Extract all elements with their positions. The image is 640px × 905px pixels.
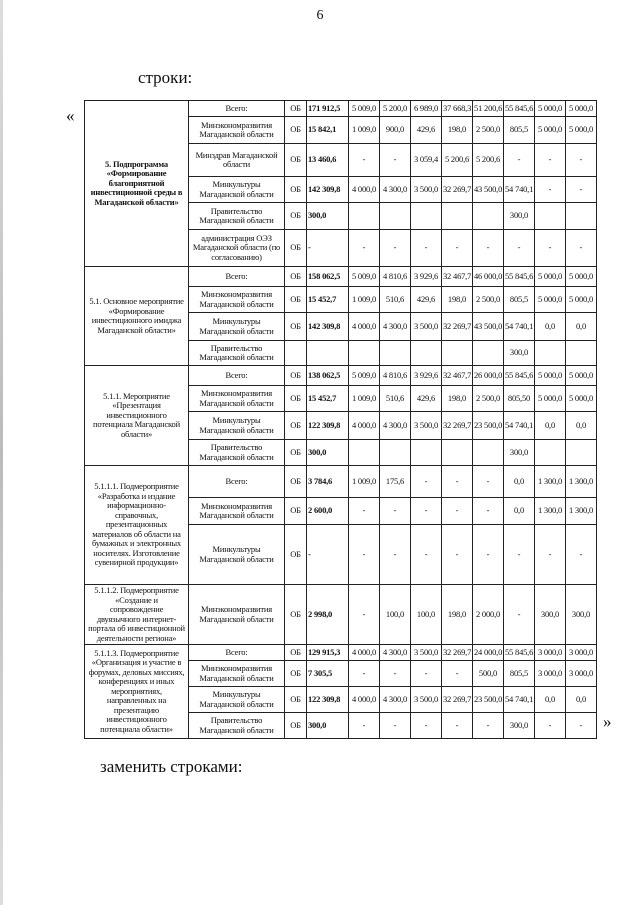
total-cell: 7 305,5 xyxy=(307,661,349,687)
funding-source-cell: ОБ xyxy=(285,117,307,144)
year-value-cell: - xyxy=(349,585,380,645)
year-value-cell: 51 200,6 xyxy=(473,101,504,117)
executor-cell: Всего: xyxy=(189,645,285,661)
year-value-cell: 175,6 xyxy=(380,466,411,498)
executor-cell: Минэкономразвития Магаданской области xyxy=(189,117,285,144)
executor-cell: Минкультуры Магаданской области xyxy=(189,313,285,341)
year-value-cell: 0,0 xyxy=(535,412,566,440)
year-value-cell: 3 000,0 xyxy=(566,661,597,687)
year-value-cell: 4 000,0 xyxy=(349,412,380,440)
executor-cell: Минздрав Магаданской области xyxy=(189,144,285,177)
total-cell: 122 309,8 xyxy=(307,412,349,440)
year-value-cell: 510,6 xyxy=(380,386,411,412)
year-value-cell: 300,0 xyxy=(504,440,535,466)
funding-source-cell: ОБ xyxy=(285,287,307,313)
year-value-cell: - xyxy=(535,177,566,203)
year-value-cell: - xyxy=(473,466,504,498)
year-value-cell xyxy=(380,440,411,466)
year-value-cell: 4 300,0 xyxy=(380,645,411,661)
year-value-cell: 55 845,6 xyxy=(504,366,535,386)
year-value-cell: - xyxy=(380,498,411,525)
year-value-cell: 4 000,0 xyxy=(349,177,380,203)
funding-source-cell: ОБ xyxy=(285,203,307,230)
year-value-cell: - xyxy=(411,466,442,498)
year-value-cell: 1 300,0 xyxy=(566,466,597,498)
year-value-cell: 43 500,0 xyxy=(473,177,504,203)
table-row xyxy=(85,645,597,661)
year-value-cell: 0,0 xyxy=(566,313,597,341)
executor-cell: Правительство Магаданской области xyxy=(189,713,285,739)
year-value-cell xyxy=(566,440,597,466)
total-cell: 171 912,5 xyxy=(307,101,349,117)
year-value-cell: - xyxy=(411,661,442,687)
year-value-cell: - xyxy=(504,144,535,177)
program-item-name: 5.1.1.3. Подмероприятие «Организация и участие в форумах, деловых миссиях, конференциях и иных мероприятиях, направленных на презентацию инвестиционного потенциала области» xyxy=(85,645,189,739)
year-value-cell: - xyxy=(535,230,566,267)
year-value-cell: 100,0 xyxy=(411,585,442,645)
year-value-cell: 54 740,1 xyxy=(504,687,535,713)
total-cell: 158 062,5 xyxy=(307,267,349,287)
intro-text: строки: xyxy=(138,68,193,87)
year-value-cell: 0,0 xyxy=(504,498,535,525)
table-row xyxy=(85,267,597,287)
year-value-cell: - xyxy=(349,230,380,267)
year-value-cell: 5 000,0 xyxy=(566,267,597,287)
year-value-cell: 55 845,6 xyxy=(504,645,535,661)
year-value-cell: 55 845,6 xyxy=(504,101,535,117)
year-value-cell: 54 740,1 xyxy=(504,177,535,203)
year-value-cell xyxy=(349,341,380,366)
year-value-cell: 3 000,0 xyxy=(535,645,566,661)
year-value-cell: 4 000,0 xyxy=(349,687,380,713)
funding-source-cell: ОБ xyxy=(285,313,307,341)
funding-source-cell: ОБ xyxy=(285,230,307,267)
year-value-cell: 32 269,7 xyxy=(442,687,473,713)
program-table-body xyxy=(85,101,597,739)
year-value-cell: 2 000,0 xyxy=(473,585,504,645)
year-value-cell xyxy=(566,203,597,230)
executor-cell: Правительство Магаданской области xyxy=(189,440,285,466)
year-value-cell: 5 009,0 xyxy=(349,267,380,287)
total-cell: - xyxy=(307,525,349,585)
year-value-cell: 3 500,0 xyxy=(411,313,442,341)
scan-edge xyxy=(0,0,3,905)
year-value-cell: 3 059,4 xyxy=(411,144,442,177)
year-value-cell: - xyxy=(380,713,411,739)
executor-cell: Всего: xyxy=(189,267,285,287)
program-item-name: 5.1.1. Мероприятие «Презентация инвестиционного потенциала Магаданской области» xyxy=(85,366,189,466)
year-value-cell: - xyxy=(380,144,411,177)
year-value-cell: 0,0 xyxy=(535,313,566,341)
quote-close: » xyxy=(603,712,612,731)
year-value-cell: 5 000,0 xyxy=(535,267,566,287)
executor-cell: Минэкономразвития Магаданской области xyxy=(189,287,285,313)
total-cell: 142 309,8 xyxy=(307,313,349,341)
year-value-cell: - xyxy=(442,466,473,498)
total-cell: 15 452,7 xyxy=(307,287,349,313)
year-value-cell: 1 009,0 xyxy=(349,386,380,412)
executor-cell: Всего: xyxy=(189,366,285,386)
year-value-cell: 300,0 xyxy=(504,341,535,366)
funding-source-cell: ОБ xyxy=(285,687,307,713)
total-cell xyxy=(307,341,349,366)
year-value-cell: 5 009,0 xyxy=(349,101,380,117)
executor-cell: Правительство Магаданской области xyxy=(189,203,285,230)
year-value-cell: 5 000,0 xyxy=(535,386,566,412)
funding-source-cell: ОБ xyxy=(285,440,307,466)
executor-cell: Минкультуры Магаданской области xyxy=(189,687,285,713)
year-value-cell: 1 009,0 xyxy=(349,287,380,313)
year-value-cell: - xyxy=(566,525,597,585)
program-item-name: 5. Подпрограмма «Формирование благоприятной инвестиционной среды в Магаданской области» xyxy=(85,101,189,267)
total-cell: 2 998,0 xyxy=(307,585,349,645)
year-value-cell: 4 300,0 xyxy=(380,177,411,203)
year-value-cell: 32 269,7 xyxy=(442,313,473,341)
year-value-cell: 429,6 xyxy=(411,386,442,412)
funding-source-cell: ОБ xyxy=(285,267,307,287)
year-value-cell: 4 000,0 xyxy=(349,645,380,661)
funding-source-cell: ОБ xyxy=(285,661,307,687)
year-value-cell: - xyxy=(442,498,473,525)
year-value-cell: 5 000,0 xyxy=(566,386,597,412)
year-value-cell: - xyxy=(442,230,473,267)
year-value-cell: - xyxy=(442,525,473,585)
year-value-cell: - xyxy=(535,144,566,177)
year-value-cell: 3 500,0 xyxy=(411,412,442,440)
year-value-cell: 1 009,0 xyxy=(349,466,380,498)
year-value-cell: 300,0 xyxy=(566,585,597,645)
funding-source-cell xyxy=(285,341,307,366)
year-value-cell: 300,0 xyxy=(535,585,566,645)
funding-source-cell: ОБ xyxy=(285,144,307,177)
year-value-cell: - xyxy=(411,525,442,585)
funding-source-cell: ОБ xyxy=(285,412,307,440)
quote-open: « xyxy=(66,106,75,125)
year-value-cell: - xyxy=(566,230,597,267)
year-value-cell: 2 500,0 xyxy=(473,386,504,412)
year-value-cell: 5 000,0 xyxy=(566,366,597,386)
year-value-cell: 55 845,6 xyxy=(504,267,535,287)
year-value-cell: 5 000,0 xyxy=(535,117,566,144)
year-value-cell: 3 500,0 xyxy=(411,645,442,661)
year-value-cell: - xyxy=(349,661,380,687)
year-value-cell: 900,0 xyxy=(380,117,411,144)
year-value-cell xyxy=(349,440,380,466)
year-value-cell: 6 989,0 xyxy=(411,101,442,117)
table-row xyxy=(85,101,597,117)
year-value-cell: 100,0 xyxy=(380,585,411,645)
year-value-cell: 3 500,0 xyxy=(411,177,442,203)
year-value-cell xyxy=(473,341,504,366)
year-value-cell: 4 300,0 xyxy=(380,687,411,713)
page-number: 6 xyxy=(316,8,324,23)
total-cell: 15 842,1 xyxy=(307,117,349,144)
total-cell: 300,0 xyxy=(307,203,349,230)
year-value-cell: - xyxy=(535,525,566,585)
total-cell: - xyxy=(307,230,349,267)
year-value-cell: 5 000,0 xyxy=(535,101,566,117)
year-value-cell: 3 929,6 xyxy=(411,366,442,386)
year-value-cell: 32 467,7 xyxy=(442,366,473,386)
year-value-cell: 26 000,0 xyxy=(473,366,504,386)
year-value-cell: 3 929,6 xyxy=(411,267,442,287)
outro-text: заменить строками: xyxy=(100,757,243,776)
year-value-cell: 805,50 xyxy=(504,386,535,412)
year-value-cell: 5 200,6 xyxy=(473,144,504,177)
funding-source-cell: ОБ xyxy=(285,366,307,386)
year-value-cell: 1 300,0 xyxy=(566,498,597,525)
year-value-cell: 198,0 xyxy=(442,386,473,412)
program-item-name: 5.1.1.2. Подмероприятие «Создание и сопровождение двуязычного интернет-портала об инвестиционной деятельности региона» xyxy=(85,585,189,645)
year-value-cell: 2 500,0 xyxy=(473,117,504,144)
executor-cell: Минэкономразвития Магаданской области xyxy=(189,661,285,687)
executor-cell: Всего: xyxy=(189,466,285,498)
year-value-cell: 198,0 xyxy=(442,287,473,313)
year-value-cell: 5 000,0 xyxy=(566,101,597,117)
year-value-cell: 300,0 xyxy=(504,203,535,230)
year-value-cell: - xyxy=(380,525,411,585)
funding-source-cell: ОБ xyxy=(285,525,307,585)
year-value-cell: 5 000,0 xyxy=(535,366,566,386)
year-value-cell: 1 300,0 xyxy=(535,498,566,525)
year-value-cell: 0,0 xyxy=(566,687,597,713)
year-value-cell xyxy=(349,203,380,230)
year-value-cell: 1 300,0 xyxy=(535,466,566,498)
total-cell: 3 784,6 xyxy=(307,466,349,498)
year-value-cell: 4 300,0 xyxy=(380,313,411,341)
executor-cell: Правительство Магаданской области xyxy=(189,341,285,366)
year-value-cell: - xyxy=(380,230,411,267)
executor-cell: Минэкономразвития Магаданской области xyxy=(189,498,285,525)
year-value-cell: 4 810,6 xyxy=(380,267,411,287)
total-cell: 13 460,6 xyxy=(307,144,349,177)
executor-cell: Минэкономразвития Магаданской области xyxy=(189,386,285,412)
year-value-cell: 3 500,0 xyxy=(411,687,442,713)
total-cell: 142 309,8 xyxy=(307,177,349,203)
year-value-cell: 0,0 xyxy=(535,687,566,713)
year-value-cell: 805,5 xyxy=(504,661,535,687)
year-value-cell: 429,6 xyxy=(411,287,442,313)
year-value-cell: 0,0 xyxy=(504,466,535,498)
funding-source-cell: ОБ xyxy=(285,645,307,661)
year-value-cell: - xyxy=(473,498,504,525)
year-value-cell: 429,6 xyxy=(411,117,442,144)
year-value-cell: - xyxy=(442,661,473,687)
year-value-cell: 3 000,0 xyxy=(566,645,597,661)
year-value-cell xyxy=(442,440,473,466)
program-item-name: 5.1. Основное мероприятие «Формирование инвестиционного имиджа Магаданской области» xyxy=(85,267,189,366)
year-value-cell: - xyxy=(504,525,535,585)
year-value-cell: - xyxy=(566,713,597,739)
year-value-cell: 32 467,7 xyxy=(442,267,473,287)
executor-cell: Минкультуры Магаданской области xyxy=(189,177,285,203)
total-cell: 15 452,7 xyxy=(307,386,349,412)
total-cell: 129 915,3 xyxy=(307,645,349,661)
year-value-cell: - xyxy=(411,498,442,525)
funding-source-cell: ОБ xyxy=(285,386,307,412)
year-value-cell: - xyxy=(442,713,473,739)
year-value-cell: 4 300,0 xyxy=(380,412,411,440)
year-value-cell xyxy=(566,341,597,366)
funding-source-cell: ОБ xyxy=(285,498,307,525)
year-value-cell: 4 810,6 xyxy=(380,366,411,386)
program-table-wrap xyxy=(84,100,596,739)
funding-source-cell: ОБ xyxy=(285,177,307,203)
year-value-cell: - xyxy=(566,144,597,177)
year-value-cell: 805,5 xyxy=(504,117,535,144)
year-value-cell: 5 000,0 xyxy=(566,287,597,313)
year-value-cell: - xyxy=(504,230,535,267)
year-value-cell: 2 500,0 xyxy=(473,287,504,313)
table-row xyxy=(85,466,597,498)
year-value-cell: - xyxy=(411,230,442,267)
year-value-cell xyxy=(442,203,473,230)
executor-cell: Всего: xyxy=(189,101,285,117)
year-value-cell: - xyxy=(349,144,380,177)
year-value-cell xyxy=(473,440,504,466)
year-value-cell: - xyxy=(504,585,535,645)
year-value-cell: 37 668,3 xyxy=(442,101,473,117)
total-cell: 2 600,0 xyxy=(307,498,349,525)
year-value-cell: - xyxy=(349,525,380,585)
year-value-cell: - xyxy=(473,713,504,739)
total-cell: 300,0 xyxy=(307,440,349,466)
executor-cell: Минкультуры Магаданской области xyxy=(189,525,285,585)
year-value-cell: 1 009,0 xyxy=(349,117,380,144)
table-row xyxy=(85,585,597,645)
year-value-cell xyxy=(535,440,566,466)
year-value-cell xyxy=(442,341,473,366)
year-value-cell xyxy=(535,341,566,366)
funding-source-cell: ОБ xyxy=(285,713,307,739)
year-value-cell: 32 269,7 xyxy=(442,645,473,661)
year-value-cell: 5 000,0 xyxy=(535,287,566,313)
year-value-cell: 54 740,1 xyxy=(504,412,535,440)
year-value-cell: 5 000,0 xyxy=(566,117,597,144)
year-value-cell: 500,0 xyxy=(473,661,504,687)
program-table xyxy=(84,100,597,739)
funding-source-cell: ОБ xyxy=(285,585,307,645)
year-value-cell: 4 000,0 xyxy=(349,313,380,341)
year-value-cell: 24 000,0 xyxy=(473,645,504,661)
program-item-name: 5.1.1.1. Подмероприятие «Разработка и издание информационно-справочных, презентационных материалов об области на бумажных и электронных носителях. Изготовление сувенирной продукции» xyxy=(85,466,189,585)
total-cell: 300,0 xyxy=(307,713,349,739)
year-value-cell: 3 000,0 xyxy=(535,661,566,687)
year-value-cell: 32 269,7 xyxy=(442,412,473,440)
year-value-cell: 5 200,6 xyxy=(442,144,473,177)
funding-source-cell: ОБ xyxy=(285,466,307,498)
year-value-cell: 5 200,0 xyxy=(380,101,411,117)
year-value-cell xyxy=(535,203,566,230)
year-value-cell: 198,0 xyxy=(442,585,473,645)
year-value-cell: 5 009,0 xyxy=(349,366,380,386)
year-value-cell xyxy=(411,440,442,466)
year-value-cell: - xyxy=(473,230,504,267)
year-value-cell: 510,6 xyxy=(380,287,411,313)
year-value-cell: 300,0 xyxy=(504,713,535,739)
executor-cell: Минкультуры Магаданской области xyxy=(189,412,285,440)
table-row xyxy=(85,366,597,386)
year-value-cell: 43 500,0 xyxy=(473,313,504,341)
year-value-cell: - xyxy=(380,661,411,687)
year-value-cell: - xyxy=(411,713,442,739)
year-value-cell: - xyxy=(349,713,380,739)
year-value-cell xyxy=(473,203,504,230)
executor-cell: Минэкономразвития Магаданской области xyxy=(189,585,285,645)
year-value-cell: 23 500,0 xyxy=(473,412,504,440)
year-value-cell: 0,0 xyxy=(566,412,597,440)
year-value-cell: - xyxy=(566,177,597,203)
year-value-cell xyxy=(411,203,442,230)
year-value-cell: 54 740,1 xyxy=(504,313,535,341)
year-value-cell xyxy=(380,341,411,366)
funding-source-cell: ОБ xyxy=(285,101,307,117)
year-value-cell: - xyxy=(349,498,380,525)
year-value-cell: 46 000,0 xyxy=(473,267,504,287)
total-cell: 138 062,5 xyxy=(307,366,349,386)
year-value-cell: 23 500,0 xyxy=(473,687,504,713)
executor-cell: администрация ОЭЗ Магаданской области (по согласованию) xyxy=(189,230,285,267)
total-cell: 122 309,8 xyxy=(307,687,349,713)
year-value-cell xyxy=(411,341,442,366)
year-value-cell: 32 269,7 xyxy=(442,177,473,203)
year-value-cell: 805,5 xyxy=(504,287,535,313)
year-value-cell xyxy=(380,203,411,230)
year-value-cell: - xyxy=(473,525,504,585)
year-value-cell: 198,0 xyxy=(442,117,473,144)
year-value-cell: - xyxy=(535,713,566,739)
